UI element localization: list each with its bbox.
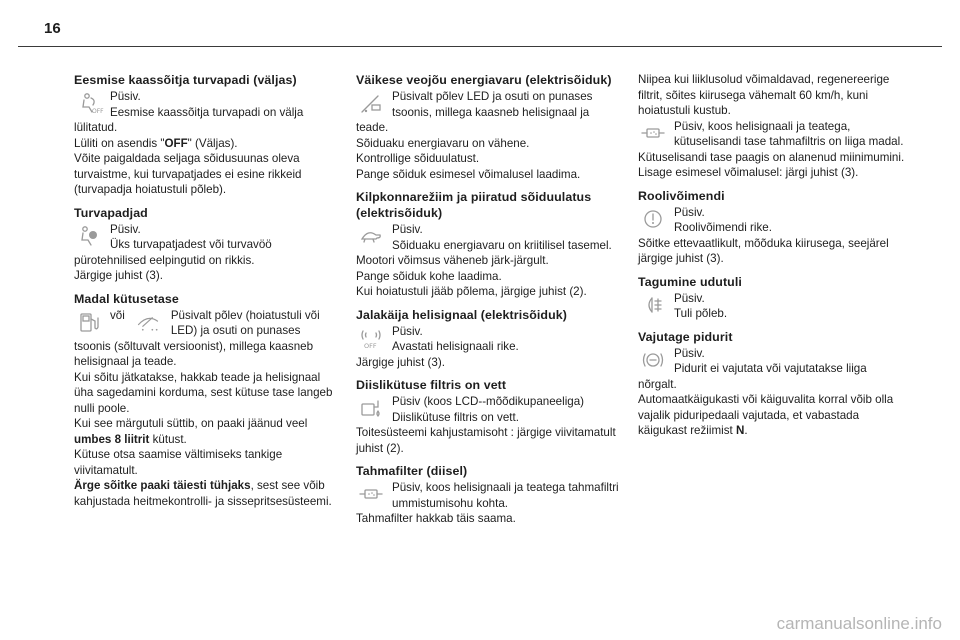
text-line: Niipea kui liiklusolud võimaldavad, regenereerige filtrit, sõites kiirusega vähemalt 60 km/h, kuni hoiatustuli kustub.: [638, 73, 890, 117]
text-line: Püsiv.: [674, 205, 705, 219]
header-rule: [18, 46, 942, 47]
column-1: [74, 72, 336, 516]
text-line: Tahmafilter hakkab täis saama.: [356, 512, 516, 525]
text-line: Ärge sõitke paaki täiesti tühjaks, sest see võib kahjustada heitmekontrolli- ja sissepritsesüsteemi.: [74, 479, 332, 508]
or-label: või: [110, 308, 125, 322]
text-line: Kui see märgutuli süttib, on paaki jäänud veel umbes 8 liitrit kütust.: [74, 417, 308, 446]
section-press-brake: [638, 329, 908, 439]
text-line: Võite paigaldada seljaga sõidusuunas oleva turvaistme, kui turvapatjades ei esine rikkeid (turvapadja hoiatustuli põleb).: [74, 152, 302, 196]
fuel-gauge-icon: [131, 309, 165, 335]
text-line: Eesmise kaassõitja turvapadi on välja lülitatud.: [74, 105, 304, 134]
low-traction-battery-icon: [356, 90, 386, 116]
text-line: Lüliti on asendis "OFF" (Väljas).: [74, 136, 238, 150]
column-3: [638, 72, 908, 446]
text-line: Püsiv.: [674, 291, 705, 305]
text-line: Pange sõiduk kohe laadima.: [356, 269, 502, 283]
section-title: Tagumine udutuli: [638, 274, 742, 289]
steering-warning-icon: [638, 206, 668, 232]
text-line: Püsiv (koos LCD--mõõdikupaneeliga): [392, 395, 585, 408]
text-line: Kui sõitu jätkatakse, hakkab teade ja helisignaal üha sagedamini korduma, sest kütuse tase langeb nulli poole.: [74, 370, 333, 415]
text-line: Püsiv, koos helisignaali ja teatega tahmafiltri ummistumisohu kohta.: [392, 481, 619, 510]
section-low-fuel: [74, 291, 336, 510]
section-turtle-mode: [356, 189, 620, 300]
text-line: Mootori võimsus väheneb järk-järgult.: [356, 254, 549, 267]
page-number: 16: [44, 20, 61, 37]
section-power-steering: [638, 188, 908, 267]
text-line: Diislikütuse filtris on vett.: [392, 410, 519, 424]
pedestrian-sound-off-icon: [356, 325, 386, 351]
text-line: Järgige juhist (3).: [356, 355, 445, 369]
icon-label: OFF: [364, 341, 377, 350]
section-title: Jalakäija helisignaal (elektrisõiduk): [356, 307, 567, 322]
text-line: Automaatkäigukasti või käiguvalita korral võib olla vajalik piduripedaali vajutada, et vabastada käigukast režiimist N.: [638, 393, 894, 437]
text-line: Kütuselisandi tase paagis on alanenud miinimumini.: [638, 150, 905, 164]
text-line: Toitesüsteemi kahjustamisoht : järgige viivitamatult juhist (2).: [356, 426, 616, 455]
section-title: Väikese veojõu energiavaru (elektrisõiduk): [356, 73, 612, 87]
section-airbags: [74, 205, 336, 284]
section-particle-filter: [356, 463, 620, 527]
text-line: Püsivalt põlev LED ja osuti on punases tsoonis, millega kaasneb helisignaal ja teade.: [356, 90, 593, 134]
section-title: Turvapadjad: [74, 205, 148, 220]
section-title: Vajutage pidurit: [638, 329, 733, 344]
airbag-icon: [74, 223, 104, 249]
text-line: Püsiv.: [110, 90, 141, 103]
text-line: Kui hoiatustuli jääb põlema, järgige juhist (2).: [356, 285, 587, 298]
text-line: Pidurit ei vajutata või vajutatakse liiga nõrgalt.: [638, 362, 867, 391]
section-particle-filter-continued: [638, 72, 908, 181]
section-passenger-airbag-off: [74, 72, 336, 198]
text-line: Tuli põleb.: [674, 307, 728, 320]
text-line: Järgige juhist (3).: [74, 269, 163, 282]
text-line: Avastati helisignaali rike.: [392, 340, 519, 353]
section-low-traction-battery: [356, 72, 620, 182]
text-line: Sõitke ettevaatlikult, mõõduka kiirusega, seejärel järgige juhist (3).: [638, 236, 889, 265]
text-line: Üks turvapatjadest või turvavöö pürotehnilised eelpingutid on rikkis.: [74, 238, 272, 267]
svg-text:OFF: OFF: [92, 108, 104, 115]
section-pedestrian-sound: [356, 307, 620, 371]
turtle-icon: [356, 223, 386, 249]
section-title: Madal kütusetase: [74, 291, 179, 306]
water-in-diesel-icon: [356, 395, 386, 421]
section-title: Tahmafilter (diisel): [356, 464, 468, 478]
press-brake-icon: [638, 347, 668, 373]
text-line: Püsiv.: [674, 346, 705, 360]
fuel-pump-icon: [74, 309, 104, 335]
text-line: Kütuse otsa saamise vältimiseks tankige viivitamatult.: [74, 448, 283, 477]
text-line: Pange sõiduk esimesel võimalusel laadima.: [356, 167, 581, 181]
particle-filter-icon: [356, 481, 386, 507]
text-line: Kontrollige sõiduulatust.: [356, 152, 480, 165]
particle-filter-icon: [638, 120, 668, 146]
text-line: Lisage esimesel võimalusel: järgi juhist (3).: [638, 166, 859, 179]
section-water-in-diesel: [356, 377, 620, 456]
text-line: Püsiv.: [110, 222, 141, 236]
text-line: Roolivõimendi rike.: [674, 221, 772, 234]
text-line: Püsiv.: [392, 324, 423, 338]
watermark: carmanualsonline.info: [776, 614, 942, 633]
text-line: Püsiv, koos helisignaali ja teatega, kütuselisandi tase tahmafiltris on liiga madal.: [674, 119, 904, 148]
section-rear-fog-light: [638, 274, 908, 322]
text-line: Püsivalt põlev (hoiatustuli või LED) ja osuti on punases tsoonis (sõltuvalt versioonist), millega kaasneb helisignaal ja teade.: [74, 308, 320, 368]
section-title: Eesmise kaassõitja turvapadi (väljas): [74, 73, 297, 87]
passenger-airbag-off-icon: [74, 90, 104, 116]
text-line: Sõiduaku energiavaru on vähene.: [356, 136, 530, 150]
rear-fog-light-icon: [638, 292, 668, 318]
column-2: [356, 72, 620, 534]
section-title: Diislikütuse filtris on vett: [356, 378, 507, 392]
text-line: Sõiduaku energiavaru on kriitilisel tasemel.: [392, 238, 612, 252]
text-line: Püsiv.: [392, 223, 423, 236]
section-title: Kilpkonnarežiim ja piiratud sõiduulatus (elektrisõiduk): [356, 190, 592, 220]
section-title: Roolivõimendi: [638, 188, 725, 203]
